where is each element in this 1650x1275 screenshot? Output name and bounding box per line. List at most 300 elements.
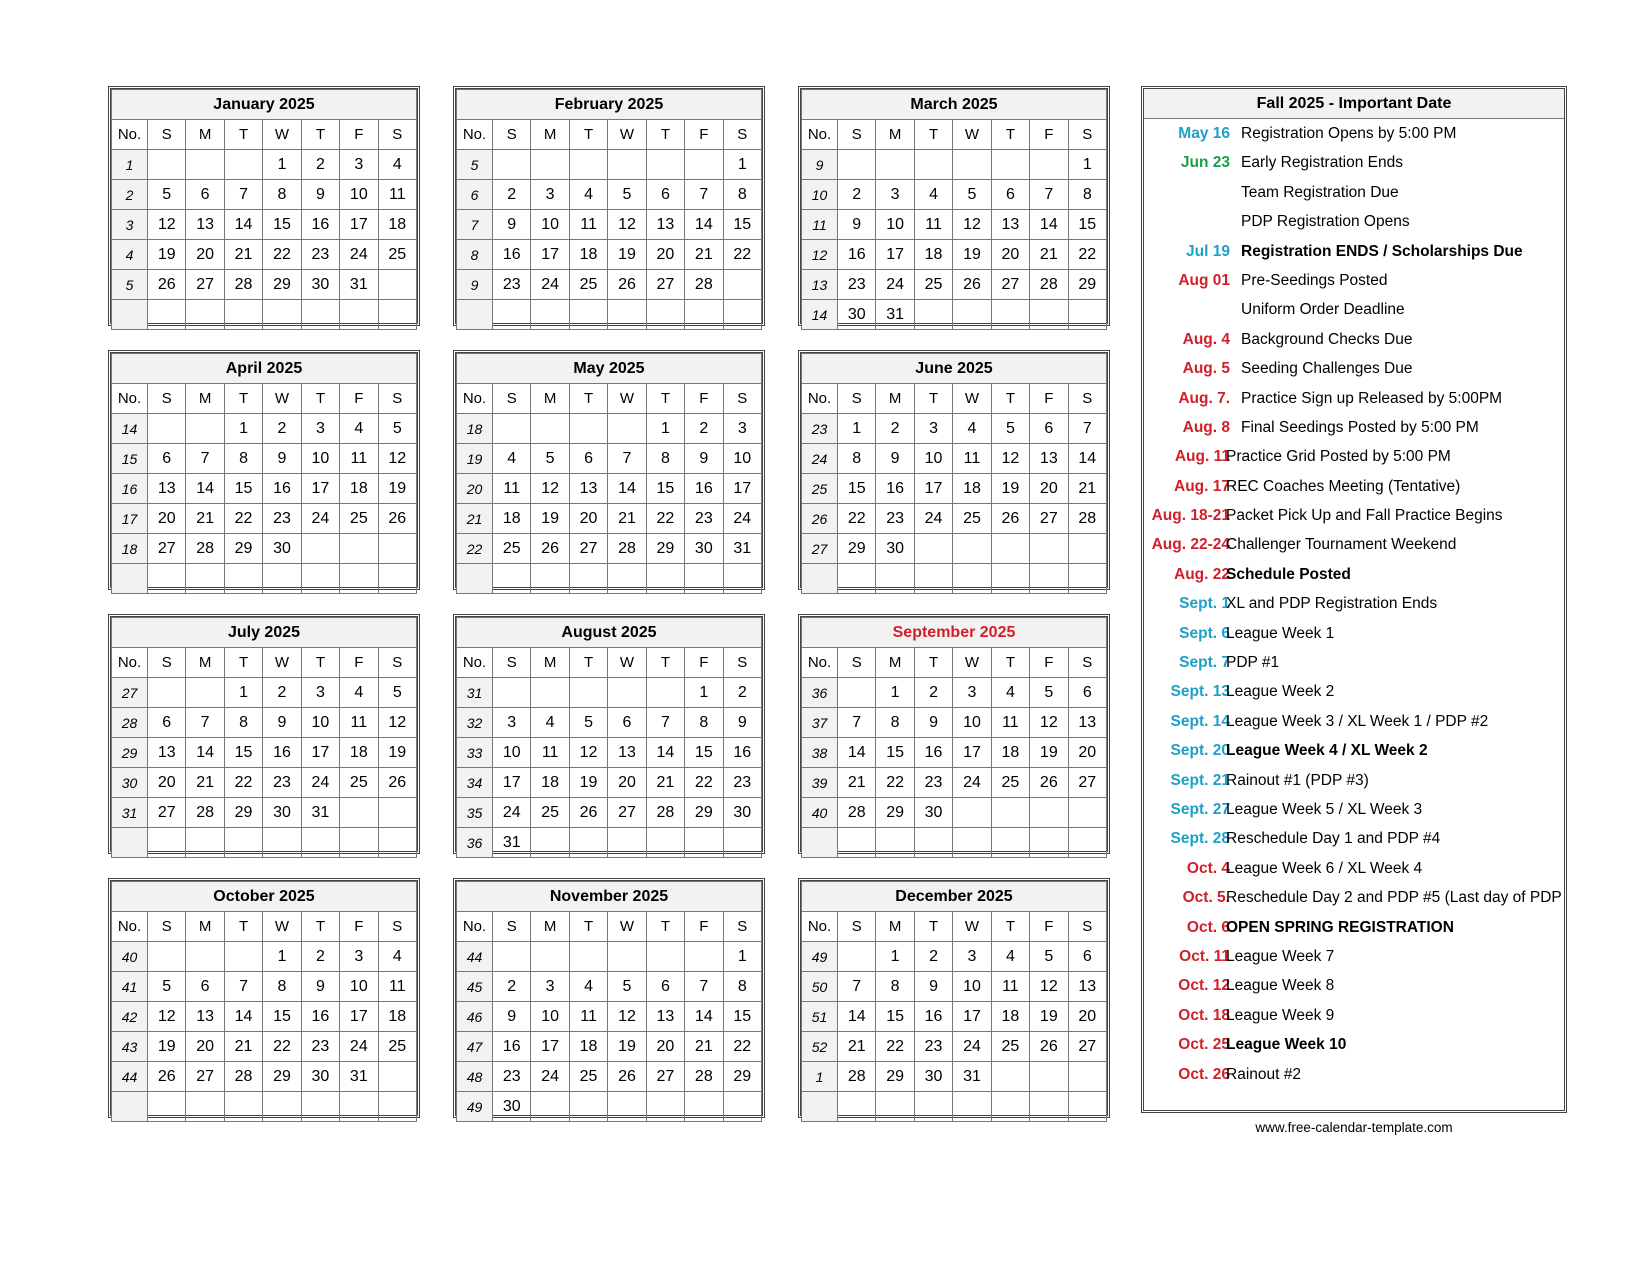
day-cell: 16 — [493, 1032, 531, 1062]
day-cell: 15 — [876, 738, 914, 768]
weekday-header: S — [148, 912, 186, 942]
event-text: Registration ENDS / Scholarships Due — [1241, 242, 1523, 260]
day-cell: 7 — [186, 444, 224, 474]
day-cell: 22 — [263, 1032, 301, 1062]
weekday-header: S — [378, 648, 416, 678]
week-number: 27 — [802, 534, 838, 564]
event-row — [1144, 619, 1564, 648]
day-cell: 4 — [914, 180, 952, 210]
event-date: Oct. 26 — [1178, 1065, 1230, 1083]
week-row — [457, 678, 762, 708]
week-row — [112, 240, 417, 270]
week-row — [112, 414, 417, 444]
day-cell: 25 — [378, 240, 416, 270]
day-cell: 26 — [1030, 768, 1068, 798]
week-number: 5 — [112, 270, 148, 300]
day-cell: 9 — [263, 444, 301, 474]
week-number: 21 — [457, 504, 493, 534]
day-cell: 13 — [646, 1002, 684, 1032]
day-cell: 6 — [569, 444, 607, 474]
week-number: 44 — [112, 1062, 148, 1092]
day-cell: 1 — [263, 150, 301, 180]
week-row — [802, 504, 1107, 534]
day-cell: 29 — [1068, 270, 1106, 300]
day-cell: 18 — [493, 504, 531, 534]
week-row — [112, 534, 417, 564]
day-cell: 25 — [493, 534, 531, 564]
month-calendar — [798, 878, 1110, 1118]
event-date: Sept. 20 — [1170, 742, 1230, 760]
day-cell: 20 — [1068, 738, 1106, 768]
week-row — [112, 942, 417, 972]
day-cell: 11 — [991, 708, 1029, 738]
day-cell — [531, 414, 569, 444]
weekday-header: T — [991, 384, 1029, 414]
day-cell: 1 — [263, 942, 301, 972]
day-cell: 11 — [953, 444, 991, 474]
day-cell: 5 — [953, 180, 991, 210]
event-date: Aug. 22 — [1174, 565, 1230, 583]
day-cell — [186, 828, 224, 858]
week-row — [802, 972, 1107, 1002]
event-date: Aug. 18-21 — [1151, 507, 1230, 525]
day-cell: 17 — [914, 474, 952, 504]
weekday-header: T — [569, 648, 607, 678]
day-cell: 27 — [1068, 1032, 1106, 1062]
event-row — [1144, 736, 1564, 765]
month-calendar — [108, 86, 420, 326]
day-cell: 22 — [685, 768, 723, 798]
day-cell — [685, 942, 723, 972]
day-cell: 11 — [531, 738, 569, 768]
weekday-header: M — [531, 648, 569, 678]
week-number: 46 — [457, 1002, 493, 1032]
event-row — [1144, 178, 1564, 207]
day-cell: 24 — [301, 504, 339, 534]
day-cell: 15 — [685, 738, 723, 768]
day-cell: 10 — [531, 210, 569, 240]
day-cell: 20 — [1030, 474, 1068, 504]
day-cell — [569, 150, 607, 180]
day-cell: 27 — [186, 270, 224, 300]
week-row — [112, 474, 417, 504]
day-cell: 27 — [148, 798, 186, 828]
day-cell — [1068, 300, 1106, 330]
week-row — [457, 972, 762, 1002]
day-cell — [569, 564, 607, 594]
day-cell: 8 — [646, 444, 684, 474]
weekday-header: S — [378, 384, 416, 414]
day-cell: 21 — [685, 1032, 723, 1062]
day-cell — [378, 300, 416, 330]
day-cell: 29 — [646, 534, 684, 564]
day-cell: 1 — [646, 414, 684, 444]
day-cell: 9 — [685, 444, 723, 474]
day-cell — [569, 678, 607, 708]
day-cell: 1 — [224, 414, 262, 444]
day-cell: 24 — [531, 270, 569, 300]
day-cell: 12 — [608, 1002, 646, 1032]
day-cell — [991, 798, 1029, 828]
day-cell: 23 — [914, 768, 952, 798]
day-cell — [569, 1092, 607, 1122]
weekday-header: W — [608, 648, 646, 678]
event-text: Reschedule Day 2 and PDP #5 (Last day of PDP — [1226, 889, 1562, 907]
weekday-header: W — [608, 912, 646, 942]
week-number — [802, 564, 838, 594]
event-row — [1144, 589, 1564, 618]
day-cell: 16 — [263, 738, 301, 768]
week-row — [457, 150, 762, 180]
week-row — [802, 1062, 1107, 1092]
week-row — [457, 414, 762, 444]
weekday-header: W — [953, 648, 991, 678]
day-cell: 11 — [340, 708, 378, 738]
day-cell: 16 — [914, 738, 952, 768]
day-cell: 18 — [991, 1002, 1029, 1032]
weekday-header: T — [914, 648, 952, 678]
event-text: Practice Sign up Released by 5:00PM — [1241, 389, 1503, 407]
month-calendar — [108, 350, 420, 590]
day-cell — [301, 564, 339, 594]
day-cell — [646, 828, 684, 858]
week-number: 4 — [112, 240, 148, 270]
week-row — [457, 474, 762, 504]
weekday-header: T — [991, 120, 1029, 150]
day-cell — [186, 564, 224, 594]
day-cell: 1 — [876, 678, 914, 708]
week-row — [112, 1002, 417, 1032]
week-number-header: No. — [112, 648, 148, 678]
week-number: 24 — [802, 444, 838, 474]
day-cell: 10 — [301, 708, 339, 738]
weekday-header: F — [340, 648, 378, 678]
week-row — [802, 1002, 1107, 1032]
day-cell — [1068, 534, 1106, 564]
day-cell: 19 — [608, 240, 646, 270]
day-cell: 20 — [608, 768, 646, 798]
weekday-header: S — [723, 120, 761, 150]
day-cell — [646, 942, 684, 972]
week-number: 28 — [112, 708, 148, 738]
day-cell: 13 — [186, 1002, 224, 1032]
week-number: 36 — [802, 678, 838, 708]
month-calendar — [108, 614, 420, 854]
day-cell: 1 — [685, 678, 723, 708]
day-cell: 7 — [186, 708, 224, 738]
day-cell — [186, 942, 224, 972]
event-text: Final Seedings Posted by 5:00 PM — [1241, 418, 1479, 436]
week-row — [802, 1032, 1107, 1062]
day-cell: 27 — [608, 798, 646, 828]
day-cell — [876, 828, 914, 858]
day-cell — [953, 300, 991, 330]
day-cell — [263, 1092, 301, 1122]
day-cell: 15 — [646, 474, 684, 504]
day-cell — [1030, 798, 1068, 828]
day-cell — [914, 534, 952, 564]
weekday-header: T — [646, 384, 684, 414]
day-cell: 17 — [340, 1002, 378, 1032]
day-cell: 30 — [263, 534, 301, 564]
event-row — [1144, 766, 1564, 795]
weekday-header: F — [685, 120, 723, 150]
day-cell — [1068, 1092, 1106, 1122]
day-cell — [608, 414, 646, 444]
week-row — [112, 798, 417, 828]
day-cell: 30 — [914, 1062, 952, 1092]
day-cell: 27 — [646, 270, 684, 300]
weekday-header: M — [531, 384, 569, 414]
day-cell: 3 — [301, 414, 339, 444]
event-row — [1144, 148, 1564, 177]
week-number: 39 — [802, 768, 838, 798]
day-cell: 29 — [224, 798, 262, 828]
event-date: Aug 01 — [1178, 271, 1230, 289]
day-cell — [531, 828, 569, 858]
day-cell: 18 — [991, 738, 1029, 768]
day-cell: 8 — [263, 972, 301, 1002]
week-row — [112, 708, 417, 738]
day-cell: 29 — [263, 1062, 301, 1092]
month-title: February 2025 — [457, 90, 762, 120]
day-cell: 27 — [186, 1062, 224, 1092]
day-cell: 20 — [569, 504, 607, 534]
day-cell: 19 — [531, 504, 569, 534]
weekday-header: S — [1068, 912, 1106, 942]
day-cell: 23 — [301, 1032, 339, 1062]
day-cell: 11 — [914, 210, 952, 240]
event-date: Oct. 12 — [1178, 977, 1230, 995]
weekday-header: F — [340, 384, 378, 414]
day-cell: 20 — [646, 240, 684, 270]
week-number: 17 — [112, 504, 148, 534]
week-number: 1 — [802, 1062, 838, 1092]
week-row — [112, 1062, 417, 1092]
week-row — [457, 210, 762, 240]
event-text: Uniform Order Deadline — [1241, 301, 1405, 319]
weekday-header: W — [608, 120, 646, 150]
event-date: Jun 23 — [1180, 154, 1230, 172]
day-cell: 31 — [953, 1062, 991, 1092]
day-cell: 21 — [838, 768, 876, 798]
day-cell — [148, 678, 186, 708]
weekday-header: S — [378, 120, 416, 150]
week-number: 9 — [802, 150, 838, 180]
day-cell: 27 — [148, 534, 186, 564]
day-cell: 4 — [340, 678, 378, 708]
day-cell: 2 — [263, 678, 301, 708]
day-cell — [991, 1062, 1029, 1092]
day-cell: 2 — [263, 414, 301, 444]
event-row — [1144, 266, 1564, 295]
day-cell: 9 — [301, 180, 339, 210]
day-cell — [1030, 1062, 1068, 1092]
week-row — [457, 942, 762, 972]
event-row — [1144, 824, 1564, 853]
day-cell — [378, 270, 416, 300]
day-cell: 31 — [340, 1062, 378, 1092]
event-text: League Week 4 / XL Week 2 — [1226, 742, 1428, 760]
day-cell: 31 — [493, 828, 531, 858]
event-text: League Week 8 — [1226, 977, 1335, 995]
day-cell — [838, 942, 876, 972]
event-text: Rainout #1 (PDP #3) — [1226, 771, 1369, 789]
event-date: May 16 — [1178, 125, 1230, 142]
week-number-header: No. — [112, 912, 148, 942]
weekday-header: S — [838, 912, 876, 942]
day-cell: 1 — [723, 150, 761, 180]
day-cell: 5 — [569, 708, 607, 738]
day-cell: 16 — [493, 240, 531, 270]
week-number: 13 — [802, 270, 838, 300]
weekday-header: F — [1030, 120, 1068, 150]
day-cell — [646, 300, 684, 330]
day-cell: 13 — [1030, 444, 1068, 474]
day-cell: 6 — [1068, 942, 1106, 972]
day-cell — [991, 564, 1029, 594]
day-cell: 29 — [838, 534, 876, 564]
month-title: September 2025 — [802, 618, 1107, 648]
week-number-header: No. — [112, 384, 148, 414]
day-cell: 25 — [569, 270, 607, 300]
day-cell: 26 — [378, 768, 416, 798]
day-cell — [148, 300, 186, 330]
day-cell — [953, 534, 991, 564]
day-cell — [838, 678, 876, 708]
day-cell: 20 — [991, 240, 1029, 270]
week-row — [457, 444, 762, 474]
week-number — [457, 300, 493, 330]
day-cell — [608, 828, 646, 858]
day-cell: 18 — [340, 474, 378, 504]
important-dates-list — [1144, 119, 1564, 1089]
day-cell: 2 — [876, 414, 914, 444]
day-cell: 5 — [378, 678, 416, 708]
day-cell: 3 — [876, 180, 914, 210]
day-cell: 19 — [148, 1032, 186, 1062]
day-cell: 31 — [301, 798, 339, 828]
day-cell — [531, 300, 569, 330]
weekday-header: T — [646, 120, 684, 150]
day-cell — [1068, 798, 1106, 828]
day-cell — [876, 1092, 914, 1122]
day-cell — [838, 150, 876, 180]
week-number-header: No. — [457, 912, 493, 942]
day-cell — [378, 564, 416, 594]
day-cell: 18 — [340, 738, 378, 768]
month-title: January 2025 — [112, 90, 417, 120]
day-cell: 20 — [148, 504, 186, 534]
event-text: PDP Registration Opens — [1241, 213, 1410, 231]
week-number: 30 — [112, 768, 148, 798]
week-number: 34 — [457, 768, 493, 798]
day-cell: 30 — [723, 798, 761, 828]
day-cell: 15 — [1068, 210, 1106, 240]
day-cell — [301, 1092, 339, 1122]
week-number: 42 — [112, 1002, 148, 1032]
day-cell: 16 — [685, 474, 723, 504]
event-row — [1144, 648, 1564, 677]
day-cell: 22 — [876, 1032, 914, 1062]
day-cell: 30 — [493, 1092, 531, 1122]
event-row — [1144, 237, 1564, 266]
day-cell: 20 — [186, 1032, 224, 1062]
day-cell — [224, 150, 262, 180]
weekday-header: W — [953, 120, 991, 150]
day-cell: 3 — [953, 942, 991, 972]
event-row — [1144, 501, 1564, 530]
day-cell — [953, 798, 991, 828]
month-calendar — [798, 350, 1110, 590]
day-cell: 26 — [148, 270, 186, 300]
week-number: 52 — [802, 1032, 838, 1062]
weekday-header: S — [838, 384, 876, 414]
day-cell: 29 — [723, 1062, 761, 1092]
month-calendar — [108, 878, 420, 1118]
day-cell: 24 — [876, 270, 914, 300]
weekday-header: F — [1030, 912, 1068, 942]
day-cell — [685, 150, 723, 180]
day-cell: 29 — [876, 798, 914, 828]
day-cell: 3 — [493, 708, 531, 738]
day-cell: 24 — [914, 504, 952, 534]
month-title: August 2025 — [457, 618, 762, 648]
day-cell: 29 — [876, 1062, 914, 1092]
week-number: 6 — [457, 180, 493, 210]
day-cell: 4 — [378, 942, 416, 972]
day-cell: 14 — [685, 210, 723, 240]
day-cell — [340, 1092, 378, 1122]
week-row — [457, 1092, 762, 1122]
day-cell — [646, 564, 684, 594]
weekday-header: S — [838, 120, 876, 150]
event-row — [1144, 854, 1564, 883]
day-cell — [608, 564, 646, 594]
weekday-header: W — [953, 912, 991, 942]
weekday-header: S — [723, 384, 761, 414]
day-cell — [378, 1092, 416, 1122]
weekday-header: S — [1068, 648, 1106, 678]
event-row — [1144, 971, 1564, 1000]
week-row — [112, 738, 417, 768]
day-cell: 13 — [608, 738, 646, 768]
day-cell — [953, 1092, 991, 1122]
week-number: 1 — [112, 150, 148, 180]
week-number-header: No. — [112, 120, 148, 150]
day-cell: 31 — [340, 270, 378, 300]
day-cell: 26 — [148, 1062, 186, 1092]
day-cell — [1068, 1062, 1106, 1092]
event-row — [1144, 530, 1564, 559]
day-cell — [186, 678, 224, 708]
week-row — [457, 180, 762, 210]
day-cell: 22 — [646, 504, 684, 534]
week-row — [112, 270, 417, 300]
day-cell: 17 — [723, 474, 761, 504]
day-cell — [224, 942, 262, 972]
day-cell — [531, 564, 569, 594]
week-number: 26 — [802, 504, 838, 534]
day-cell: 9 — [723, 708, 761, 738]
day-cell: 23 — [493, 1062, 531, 1092]
day-cell: 24 — [531, 1062, 569, 1092]
day-cell: 25 — [991, 768, 1029, 798]
day-cell: 16 — [301, 210, 339, 240]
day-cell — [1030, 828, 1068, 858]
week-row — [457, 708, 762, 738]
weekday-header: T — [914, 120, 952, 150]
